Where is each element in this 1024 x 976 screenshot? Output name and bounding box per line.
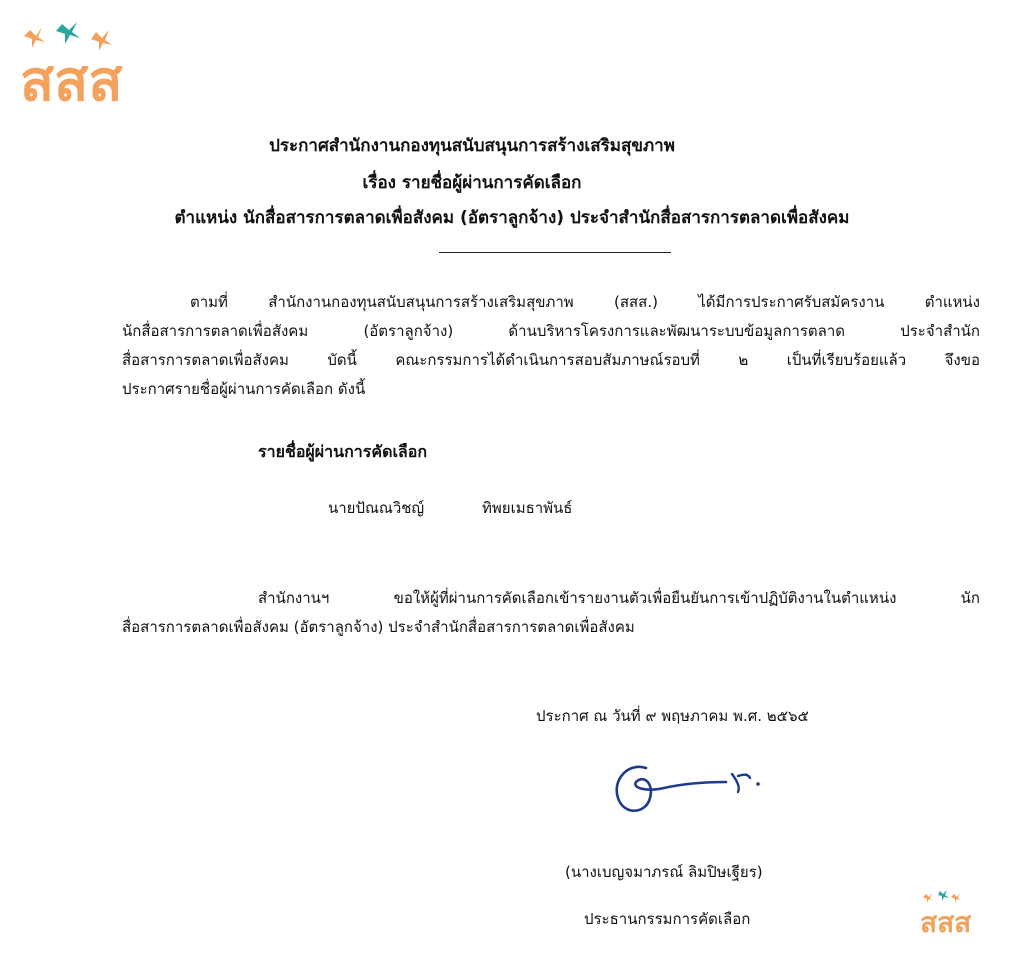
candidate-first-name: นายปัณณวิชญ์	[328, 499, 425, 517]
intro-line-1: ตามที่ สำนักงานกองทุนสนับสนุนการสร้างเสริมสุขภาพ (สสส.) ได้มีการประกาศรับสมัครงาน ตำแหน่ง	[190, 293, 980, 311]
announcement-subject: เรื่อง รายชื่อผู้ผ่านการคัดเลือก	[362, 173, 582, 193]
handwritten-signature	[606, 752, 786, 824]
announcement-date: ประกาศ ณ วันที่ ๙ พฤษภาคม พ.ศ. ๒๕๖๕	[536, 707, 809, 725]
thaihealth-logo	[18, 10, 168, 110]
signer-title: ประธานกรรมการคัดเลือก	[584, 910, 751, 928]
heading-divider	[439, 252, 671, 253]
logo-small-wordmark: สสส	[920, 906, 972, 938]
announcement-position: ตำแหน่ง นักสื่อสารการตลาดเพื่อสังคม (อัตราลูกจ้าง) ประจำสำนักสื่อสารการตลาดเพื่อสังคม	[174, 208, 850, 228]
candidate-last-name: ทิพยเมธาพันธ์	[482, 499, 573, 517]
candidate-list-title: รายชื่อผู้ผ่านการคัดเลือก	[258, 442, 428, 461]
signer-name: (นางเบญจมาภรณ์ ลิมปิษเฐียร)	[565, 863, 763, 881]
announcement-heading: ประกาศสำนักงานกองทุนสนับสนุนการสร้างเสริมสุขภาพ	[269, 136, 675, 156]
intro-line-2: นักสื่อสารการตลาดเพื่อสังคม (อัตราลูกจ้าง) ด้านบริหารโครงการและพัฒนาระบบข้อมูลการตลาด ประจำสำนัก	[122, 322, 980, 340]
logo-wordmark: สสส	[20, 49, 123, 110]
thaihealth-logo-small	[918, 886, 990, 938]
logo-figures	[24, 22, 112, 51]
report-paragraph	[122, 584, 980, 642]
logo-small-figures	[923, 890, 961, 903]
intro-line-3: สื่อสารการตลาดเพื่อสังคม บัดนี้ คณะกรรมการได้ดำเนินการสอบสัมภาษณ์รอบที่ ๒ เป็นที่เรียบร้อยแล้ว จึงขอ	[122, 351, 980, 369]
report-line-2: สื่อสารการตลาดเพื่อสังคม (อัตราลูกจ้าง) ประจำสำนักสื่อสารการตลาดเพื่อสังคม	[122, 618, 635, 636]
report-line-1: สำนักงานฯ ขอให้ผู้ที่ผ่านการคัดเลือกเข้ารายงานตัวเพื่อยืนยันการเข้าปฏิบัติงานในตำแหน่ง นัก	[258, 589, 980, 607]
intro-paragraph	[122, 288, 980, 404]
intro-line-4: ประกาศรายชื่อผู้ผ่านการคัดเลือก ดังนี้	[122, 380, 366, 398]
